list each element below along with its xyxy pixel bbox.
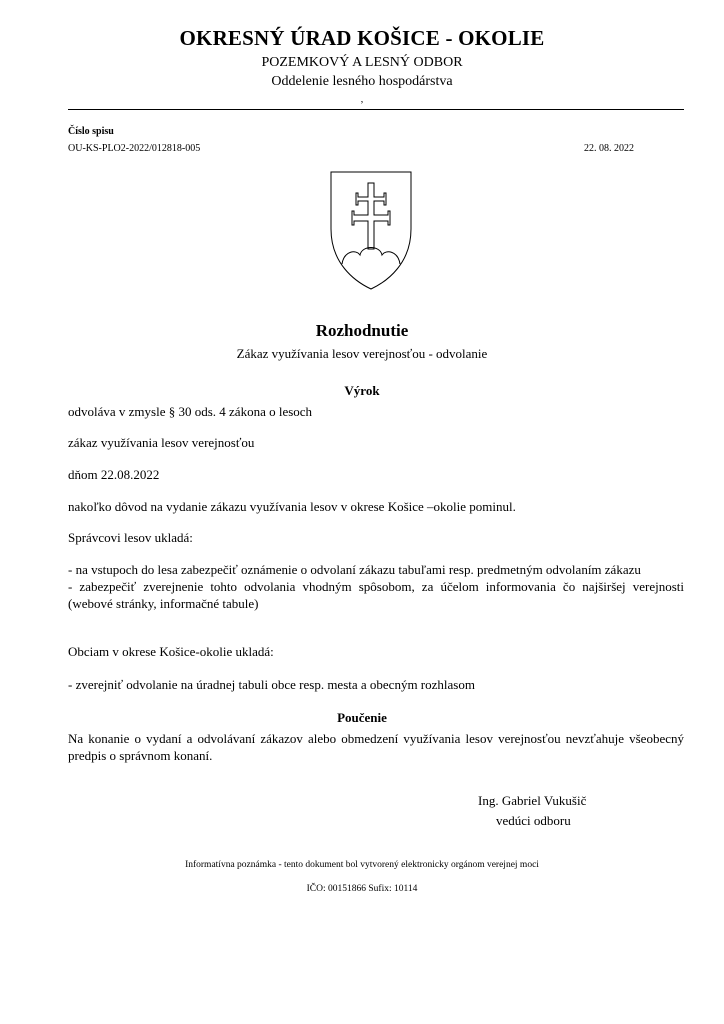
section-name: Oddelenie lesného hospodárstva xyxy=(271,74,453,89)
document-date: 22. 08. 2022 xyxy=(584,143,634,154)
office-name: OKRESNÝ ÚRAD KOŠICE - OKOLIE xyxy=(179,26,545,50)
footer-note: Informatívna poznámka - tento dokument bol vytvorený elektronicky orgánom verejnej moci xyxy=(185,860,539,870)
managers-heading: Správcovi lesov ukladá: xyxy=(68,530,193,545)
instruction-text: Na konanie o vydaní a odvolávaní zákazov alebo obmedzení využívania lesov verejnosťou nevzťahuje všeobecný predpis o správnom konaní. xyxy=(68,731,684,763)
signatory-name: Ing. Gabriel Vukušič xyxy=(478,793,587,808)
file-number: OU-KS-PLO2-2022/012818-005 xyxy=(68,143,201,154)
verdict-line-3: dňom 22.08.2022 xyxy=(68,467,160,482)
verdict-line-2: zákaz využívania lesov verejnosťou xyxy=(68,435,255,450)
file-number-label: Číslo spisu xyxy=(68,126,114,137)
signatory-role: vedúci odboru xyxy=(496,813,571,828)
municipalities-item-1: - zverejniť odvolanie na úradnej tabuli obce resp. mesta a obecným rozhlasom xyxy=(68,677,475,692)
managers-item-2: - zabezpečiť zverejnenie tohto odvolania vhodným spôsobom, za účelom informovania čo najširšej verejnosti (webové stránky, informačné tabule) xyxy=(68,579,684,611)
verdict-heading: Výrok xyxy=(344,383,380,398)
managers-item-1: - na vstupoch do lesa zabezpečiť oznámenie o odvolaní zákazu tabuľami resp. predmetným odvolaním zákazu xyxy=(68,562,641,577)
instruction-heading: Poučenie xyxy=(337,710,387,725)
slovak-coat-of-arms-icon xyxy=(330,171,412,291)
address-line: , xyxy=(360,94,364,105)
header-divider xyxy=(68,109,684,110)
footer-id: IČO: 00151866 Sufix: 10114 xyxy=(306,884,418,894)
municipalities-heading: Obciam v okrese Košice-okolie ukladá: xyxy=(68,644,274,659)
verdict-line-1: odvoláva v zmysle § 30 ods. 4 zákona o lesoch xyxy=(68,404,313,419)
verdict-line-4: nakoľko dôvod na vydanie zákazu využívania lesov v okrese Košice –okolie pominul. xyxy=(68,499,516,514)
department-name: POZEMKOVÝ A LESNÝ ODBOR xyxy=(261,55,463,70)
document-subtitle: Zákaz využívania lesov verejnosťou - odvolanie xyxy=(236,346,488,361)
document-title: Rozhodnutie xyxy=(315,321,409,340)
